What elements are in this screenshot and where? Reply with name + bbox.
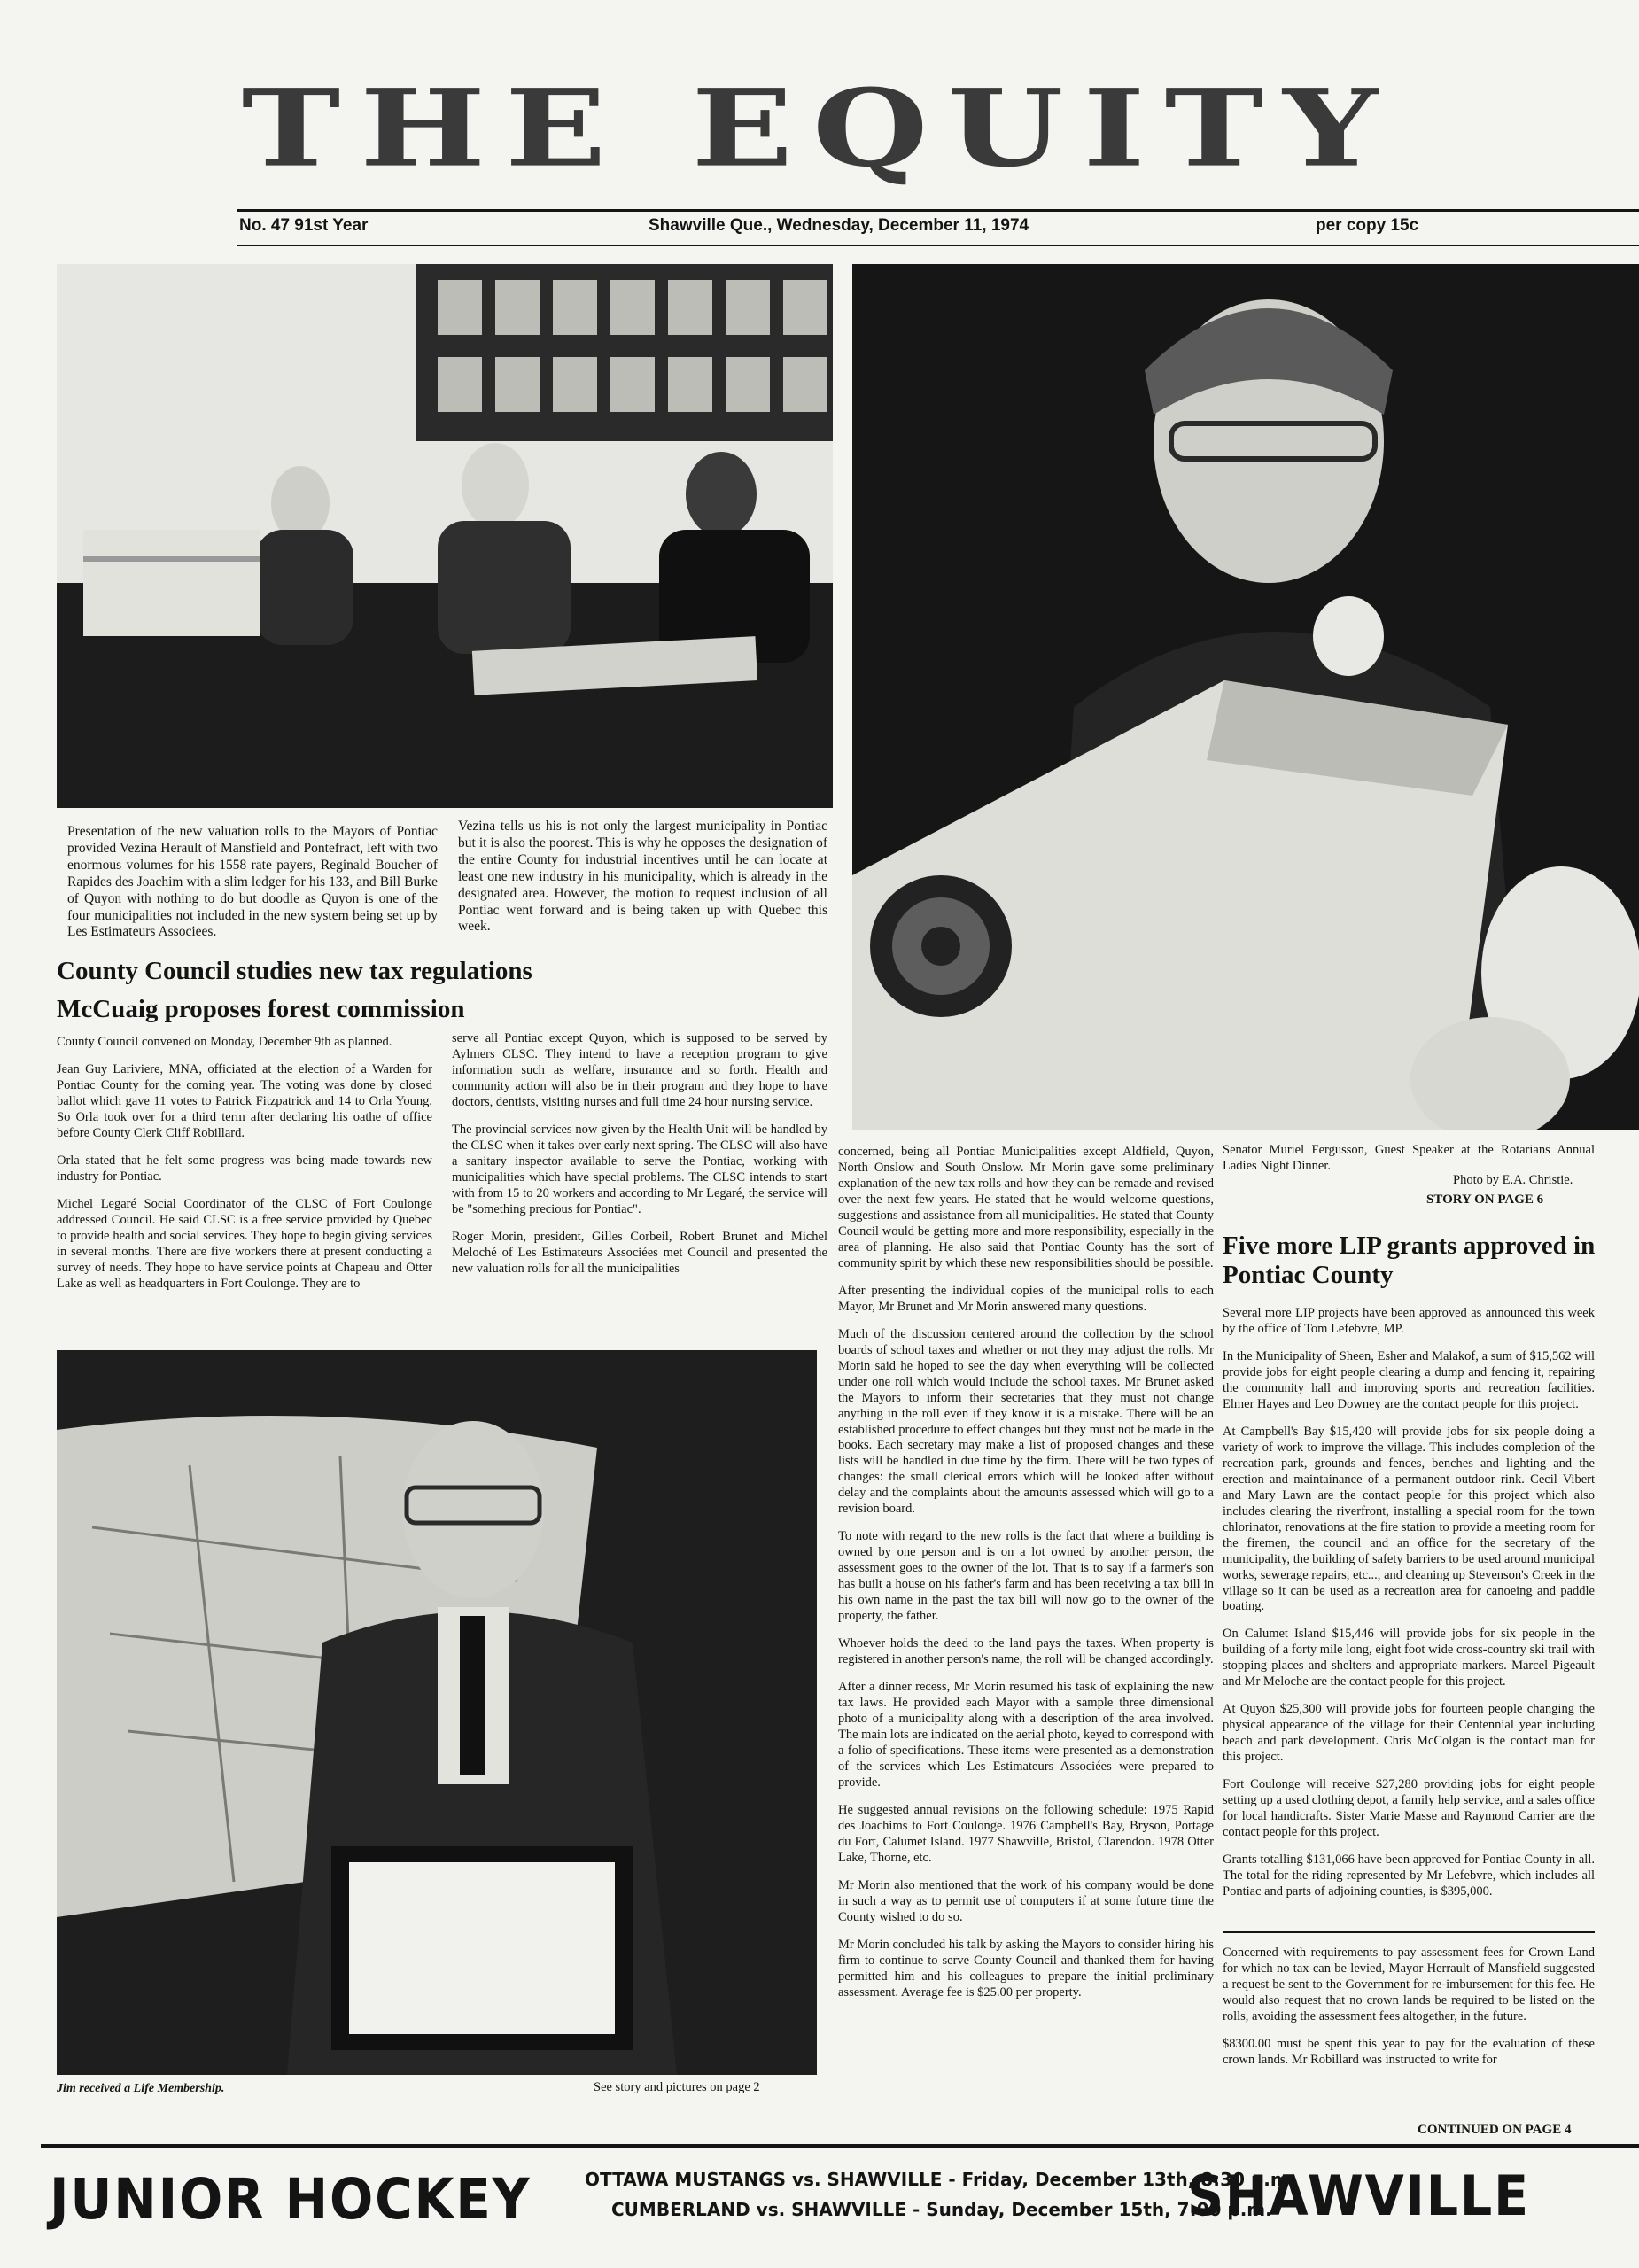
continued-on-page-4: CONTINUED ON PAGE 4 xyxy=(1418,2123,1572,2137)
life-membership-caption: Jim received a Life Membership. xyxy=(57,2082,225,2095)
mayors-photo xyxy=(57,264,833,808)
mayors-caption-right: Vezina tells us his is not only the largest municipality in Pontiac but it is also the poorest. This is why he opposes the designation of the entire County for industrial incentives until he can locate at least one new industry in his municipality, which is already in the designated area. However, the motion to request inclusion of all Pontiac went forward and is being taken up with Quebec this week. xyxy=(458,819,827,935)
photo-credit: Photo by E.A. Christie. xyxy=(1453,1173,1573,1187)
story1-col3-para: After a dinner recess, Mr Morin resumed his task of explaining the new tax laws. He provided each Mayor with a sample three dimensional photo of a municipality along with a description of the area involved. The main lots are indicated on the aerial photo, keyed to correspond with a folio of specifications. These items were presented as a demonstration of the services which Les Estimateurs Associées were prepared to provide. xyxy=(838,1680,1214,1790)
story1-col2-para: Roger Morin, president, Gilles Corbeil, Robert Brunet and Michel Meloché of Les Estimateurs Associées met Council and presented the new valuation rolls for all the municipalities xyxy=(452,1229,827,1276)
masthead-rule xyxy=(237,209,1639,212)
story1-col3-para: Whoever holds the deed to the land pays the taxes. When property is registered in another person's name, the roll will be changed accordingly. xyxy=(838,1636,1214,1667)
banner-rule xyxy=(41,2144,1639,2148)
story1-column3 xyxy=(838,1145,1214,2013)
infobar-rule xyxy=(237,245,1639,246)
game-line-2: CUMBERLAND vs. SHAWVILLE - Sunday, December 15th, 7:00 p.m. xyxy=(611,2199,1272,2220)
story2-para: In the Municipality of Sheen, Esher and Malakof, a sum of $15,562 will provide jobs for eight people clearing a dump and fencing it, repairing the community hall and improving sports and recreation facilities. Elmer Hayes and Leo Downey are the contact people for this project. xyxy=(1223,1348,1595,1411)
story1-col3-para: Mr Morin concluded his talk by asking the Mayors to consider hiring his firm to continue to serve County Council and thanked them for having permitted him and his colleagues to prepare the initial preliminary assessment. Average fee is $25.00 per property. xyxy=(838,1937,1214,2000)
game-line-1: OTTAWA MUSTANGS vs. SHAWVILLE - Friday, December 13th, 8:30 p.m. xyxy=(585,2169,1296,2190)
masthead-title: THE EQUITY xyxy=(241,66,1398,191)
story1-col3-para: Mr Morin also mentioned that the work of his company would be done in such a way as to permit use of computers if at some future time the County wished to do so. xyxy=(838,1877,1214,1924)
junior-hockey-title: JUNIOR HOCKEY xyxy=(50,2167,532,2232)
story1-headline2: McCuaig proposes forest commission xyxy=(57,995,465,1023)
story-on-page-6: STORY ON PAGE 6 xyxy=(1426,1192,1544,1207)
story2-para: On Calumet Island $15,446 will provide jobs for six people in the building of a forty mile long, eight foot wide cross-country ski trail with stopping places and shelters and appropriate markers. Marcel Pigeault and Mr Meloche are the contact people for this project. xyxy=(1223,1627,1595,1689)
dateline: Shawville Que., Wednesday, December 11, 1974 xyxy=(649,216,1029,235)
story3-para: $8300.00 must be spent this year to pay for the evaluation of these crown lands. Mr Robillard was instructed to write for xyxy=(1223,2036,1595,2067)
story2-para: At Campbell's Bay $15,420 will provide jobs for six people doing a variety of work to improve the village. This includes completion of the recreation park, grounds and fences, benches and lighting and the erection and maintainance of a permanent outdoor rink. Cecil Vibert and Mary Lawn are the contact people for this project which also includes clearing the riverfront, installing a special room for the town chlorinator, renovations at the fire station to provide a meeting room for the firemen, the council and an office for the secretary of the municipality, the building of safety barriers to be used around municipal works, sewerage repairs, etc..., and cleaning up Stevenson's Creek in the village so it can be used as a recreation area for canoeing and paddle boating. xyxy=(1223,1424,1595,1614)
life-membership-photo xyxy=(57,1350,817,2075)
story1-col3-para: Much of the discussion centered around the collection by the school boards of school taxes and whether or not they may adjust the rolls. Mr Morin said he hoped to see the day when everything will be collected under one roll which would include the school taxes. Mr Brunet asked the Mayors to inform their secretaries that they must not change anything in the roll even if they know it is a mistake. There will be an established procedure to effect changes but they must not be made in the books. Each secretary may make a list of proposed changes and these lists will be handled in due time by the firm. There will be two types of changes: the small clerical errors which will be looked after without delay and the complaints about the amounts assessed which will go to a revision board. xyxy=(838,1326,1214,1517)
story2-para: Several more LIP projects have been approved as announced this week by the office of Tom Lefebvre, MP. xyxy=(1223,1306,1595,1336)
story1-col1-para: County Council convened on Monday, December 9th as planned. xyxy=(57,1035,392,1049)
story1-column2 xyxy=(452,1031,827,1289)
story2-body xyxy=(1223,1306,1595,1912)
story1-col2-para: The provincial services now given by the Health Unit will be handled by the CLSC when it takes over early next spring. The CLSC will also have a sanitary inspector available to serve the Pontiac, working with municipalities which have special problems. The CLSC intends to start with from 15 to 20 workers and according to Mr Legaré, the service will be "something precious for Pontiac". xyxy=(452,1122,827,1216)
story2-para: Fort Coulonge will receive $27,280 providing jobs for eight people setting up a used clothing depot, a family help service, and a sales office for local handicrafts. Sister Marie Masse and Raymond Carrier are the contact people for this project. xyxy=(1223,1777,1595,1840)
story2-headline: Five more LIP grants approved in Pontiac County xyxy=(1223,1231,1596,1290)
issue-number: No. 47 91st Year xyxy=(239,216,369,235)
price: per copy 15c xyxy=(1316,216,1419,235)
story1-headline1: County Council studies new tax regulations xyxy=(57,957,532,985)
story1-col3-para: After presenting the individual copies of the municipal rolls to each Mayor, Mr Brunet and Mr Morin answered many questions. xyxy=(838,1283,1214,1314)
story1-col1-para: Michel Legaré Social Coordinator of the CLSC of Fort Coulonge addressed Council. He said CLSC is a free service provided by Quebec to provide health and social services. They hope to begin giving services in several months. There are five workers there at present conducting a survey of needs. They hope to have service points at Chapeau and Otter Lake as well as headquarters in Fort Coulonge. They are to xyxy=(57,1196,432,1291)
see-story-page-2: See story and pictures on page 2 xyxy=(594,2080,760,2094)
story2-para: At Quyon $25,300 will provide jobs for fourteen people changing the physical appearance of the village for their Centennial year including beach and park development. Chris McColgan is the contact man for this project. xyxy=(1223,1702,1595,1765)
story2-para: Grants totalling $131,066 have been approved for Pontiac County in all. The total for the riding represented by Mr Lefebvre, which includes all Pontiac and parts of adjoining counties, is $395,000. xyxy=(1223,1852,1595,1899)
story1-col2-para: serve all Pontiac except Quyon, which is supposed to be served by Aylmers CLSC. They intend to have a reception program to give information such as welfare, insurance and so forth. Health and community action will also be in their program and they hope to have doctors, dentists, visiting nurses and full time 24 hour nursing service. xyxy=(452,1031,827,1109)
senator-caption: Senator Muriel Fergusson, Guest Speaker at the Rotarians Annual Ladies Night Dinner. xyxy=(1223,1143,1595,1173)
shawville-title: SHAWVILLE xyxy=(1187,2163,1530,2228)
mayors-caption-left: Presentation of the new valuation rolls to the Mayors of Pontiac provided Vezina Herault of Mansfield and Pontefract, left with two enormous volumes for his 1558 rate payers, Reginald Boucher of Rapides des Joachim with a slim ledger for his 133, and Bill Burke of Quyon with nothing to do but doodle as Quyon is one of the four municipalities not included in the new system being set up by Les Estimateurs Associees. xyxy=(67,824,438,940)
story3-body xyxy=(1223,1946,1595,2080)
story1-col3-para: He suggested annual revisions on the following schedule: 1975 Rapid des Joachims to Fort Coulonge. 1976 Campbell's Bay, Bryson, Portage du Fort, Calumet Island. 1977 Shawville, Bristol, Clarendon. 1978 Otter Lake, Thorne, etc. xyxy=(838,1802,1214,1865)
story3-para: Concerned with requirements to pay assessment fees for Crown Land for which no tax can be levied, Mayor Herrault of Mansfield suggested a request be sent to the Government for re-imbursement for this fee. He would also request that no crown lands be required to be listed on the rolls, avoiding the assessment fees altogether, in the future. xyxy=(1223,1946,1595,2023)
senator-photo xyxy=(852,264,1639,1130)
story1-col3-para: To note with regard to the new rolls is the fact that where a building is owned by one person and is on a lot owned by another person, the assessment goes to the owner of the lot. That is to say if a farmer's son has built a house on his father's farm and has been receiving a tax bill in his own name in the past the tax bill will now go to the owner of the property, the father. xyxy=(838,1529,1214,1624)
story1-col1-para: Orla stated that he felt some progress was being made towards new industry for Pontiac. xyxy=(57,1153,432,1184)
story-divider xyxy=(1223,1931,1595,1933)
story1-col3-para: concerned, being all Pontiac Municipalities except Aldfield, Quyon, North Onslow and South Onslow. Mr Morin gave some preliminary explanation of the new tax rolls and how they can be remade and revised over the next few years. He stated that he would welcome questions, suggestions and assistance from all municipalities. He stated that County Council would be getting more and more responsibility, especially in the area of planning. He also said that Pontiac County has the sort of community spirit by which these new responsibilities should be possible. xyxy=(838,1145,1214,1270)
story1-column1 xyxy=(57,1035,432,1304)
story1-col1-para: Jean Guy Lariviere, MNA, officiated at the election of a Warden for Pontiac County for the coming year. The voting was done by closed ballot which gave 11 votes to Patrick Fitzpatrick and 14 to Orla Young. So Orla took over for a third term after declaring his oathe of office before County Clerk Cliff Robillard. xyxy=(57,1061,432,1140)
